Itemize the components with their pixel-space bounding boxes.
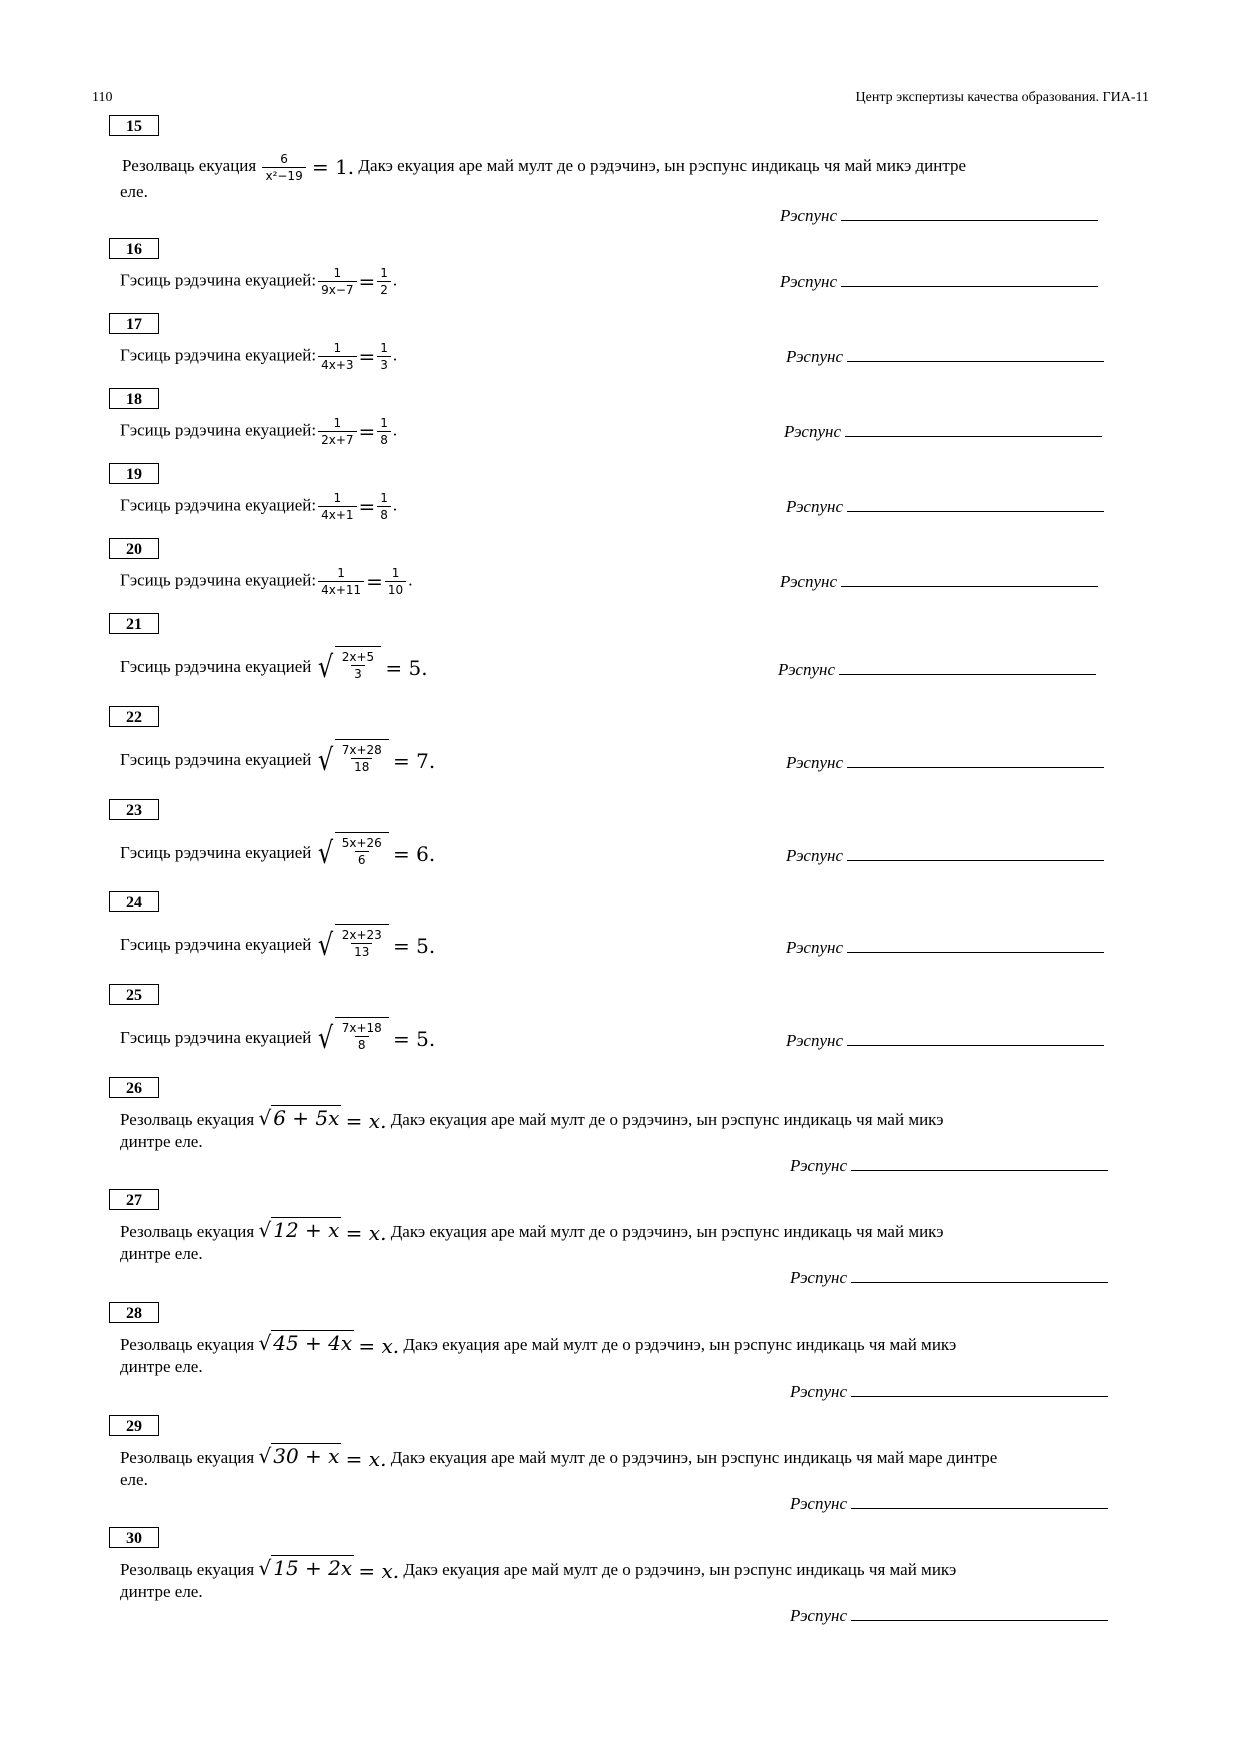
task-statement <box>120 341 397 372</box>
answer-line[interactable] <box>847 951 1104 953</box>
fraction-denominator: 4x+1 <box>318 506 356 522</box>
square-root <box>316 646 382 690</box>
fraction-numerator: 2x+5 <box>341 650 375 664</box>
answer-field[interactable] <box>790 1494 1108 1514</box>
task-number-box: 25 <box>109 984 159 1005</box>
answer-line[interactable] <box>851 1281 1108 1283</box>
task-intro: Гэсиць рэдэчина екуацией: <box>120 270 317 290</box>
square-root <box>316 832 389 876</box>
task-statement <box>120 416 397 447</box>
square-root: √ 15 + 2x <box>258 1556 353 1580</box>
equation-rhs: = 5. <box>393 1027 436 1051</box>
task-number-box: 21 <box>109 613 159 634</box>
fraction-numerator: 2x+23 <box>341 928 382 942</box>
fraction-numerator: 1 <box>333 266 342 280</box>
answer-line[interactable] <box>851 1619 1108 1621</box>
answer-line[interactable] <box>847 766 1104 768</box>
fraction-numerator: 1 <box>333 491 342 505</box>
answer-line[interactable] <box>847 360 1104 362</box>
task-instruction-cont: динтре еле. <box>120 1357 203 1376</box>
fraction-denominator: 3 <box>351 665 365 681</box>
task-statement <box>122 148 966 185</box>
equation-fraction <box>318 566 364 597</box>
fraction-denominator: 9x−7 <box>318 281 356 297</box>
task-intro: Гэсиць рэдэчина екуацией: <box>120 345 317 365</box>
square-root <box>316 739 389 783</box>
task-number-box: 29 <box>109 1415 159 1436</box>
fraction-numerator: 6 <box>280 151 288 166</box>
period: . <box>392 270 398 290</box>
fraction-numerator: 1 <box>333 416 342 430</box>
task-instruction-cont: еле. <box>120 182 148 201</box>
answer-field[interactable] <box>780 206 1098 226</box>
answer-line[interactable] <box>851 1395 1108 1397</box>
answer-label: Рэспунс <box>790 1606 847 1625</box>
answer-line[interactable] <box>841 285 1098 287</box>
equals-sign: = <box>358 269 376 294</box>
period: . <box>392 345 398 365</box>
fraction-numerator: 1 <box>380 416 388 430</box>
task-instruction-cont: динтре еле. <box>120 1132 203 1151</box>
task-intro: Гэсиць рэдэчина екуацией: <box>120 495 317 515</box>
fraction-denominator: 13 <box>351 943 372 959</box>
radicand: 30 + x <box>273 1444 340 1468</box>
answer-line[interactable] <box>851 1169 1108 1171</box>
fraction-numerator: 5x+26 <box>341 836 382 850</box>
answer-label: Рэспунс <box>790 1494 847 1513</box>
answer-line[interactable] <box>847 510 1104 512</box>
fraction-denominator: 4x+3 <box>318 356 356 372</box>
answer-line[interactable] <box>841 219 1098 221</box>
square-root: √ 30 + x <box>258 1444 340 1468</box>
answer-label: Рэспунс <box>786 846 843 865</box>
fraction-numerator: 1 <box>333 341 342 355</box>
task-statement <box>120 924 435 968</box>
answer-field[interactable] <box>786 1031 1104 1051</box>
equation-rhs: = 5. <box>385 656 428 680</box>
fraction-numerator: 7x+18 <box>341 1021 382 1035</box>
equals-sign: = <box>358 344 376 369</box>
answer-field[interactable] <box>786 497 1104 517</box>
fraction-denominator: 8 <box>355 1036 369 1052</box>
equation-rhs: = 6. <box>393 842 436 866</box>
equation-rhs: = x. <box>345 1447 387 1472</box>
task-statement <box>120 1444 1131 1471</box>
fraction-denominator: 18 <box>351 758 372 774</box>
radicand: 12 + x <box>273 1218 340 1242</box>
square-root <box>316 924 389 968</box>
task-statement <box>120 1331 1131 1358</box>
rhs-fraction <box>377 491 391 522</box>
task-instruction: Дакэ екуация аре май мулт де о рэдэчинэ, ын рэспунс индикаць чя май микэ динтре <box>358 156 967 175</box>
answer-field[interactable] <box>786 347 1104 367</box>
task-statement <box>120 1017 435 1061</box>
answer-field[interactable] <box>780 272 1098 292</box>
radicand-fraction <box>339 650 377 681</box>
equals-sign: = <box>358 494 376 519</box>
task-intro: Гэсиць рэдэчина екуацией <box>120 749 312 769</box>
answer-line[interactable] <box>845 435 1102 437</box>
task-number-box: 26 <box>109 1077 159 1098</box>
fraction-numerator: 1 <box>391 566 400 580</box>
answer-field[interactable] <box>784 422 1102 442</box>
task-statement <box>120 646 428 690</box>
answer-label: Рэспунс <box>780 572 837 591</box>
equation-fraction <box>318 266 356 297</box>
fraction-denominator: x²−19 <box>262 167 305 183</box>
answer-line[interactable] <box>841 585 1098 587</box>
equation-rhs: = 7. <box>393 749 436 773</box>
answer-label: Рэспунс <box>786 753 843 772</box>
equation-rhs: = x. <box>345 1221 387 1246</box>
equation-rhs: = x. <box>358 1559 400 1584</box>
task-number-box: 27 <box>109 1189 159 1210</box>
square-root: √ 12 + x <box>258 1218 340 1242</box>
fraction-numerator: 1 <box>380 491 388 505</box>
task-number-box: 19 <box>109 463 159 484</box>
task-number-box: 16 <box>109 238 159 259</box>
answer-line[interactable] <box>851 1507 1108 1509</box>
fraction-denominator: 2 <box>377 281 391 297</box>
answer-field[interactable] <box>790 1382 1108 1402</box>
equation-fraction <box>262 152 305 183</box>
equation-rhs: = 5. <box>393 934 436 958</box>
radical-sign: √ <box>317 743 333 778</box>
radicand-fraction <box>339 836 385 867</box>
fraction-denominator: 6 <box>355 851 369 867</box>
square-root <box>316 1017 389 1061</box>
fraction-numerator: 1 <box>380 266 388 280</box>
square-root: √ 6 + 5x <box>258 1106 340 1130</box>
answer-label: Рэспунс <box>790 1382 847 1401</box>
task-instruction: Дакэ екуация аре май мулт де о рэдэчинэ, ын рэспунс индикаць чя май маре динтре <box>390 1448 998 1467</box>
task-number-box: 20 <box>109 538 159 559</box>
task-intro: Резолваць екуация <box>120 1110 255 1129</box>
task-number-box: 28 <box>109 1302 159 1323</box>
radicand: 45 + 4x <box>273 1331 353 1355</box>
answer-field[interactable] <box>786 846 1104 866</box>
radical-sign: √ <box>317 928 333 963</box>
fraction-denominator: 3 <box>377 356 391 372</box>
radical-sign: √ <box>317 650 333 685</box>
task-instruction: Дакэ екуация аре май мулт де о рэдэчинэ, ын рэспунс индикаць чя май микэ <box>390 1222 944 1241</box>
answer-line[interactable] <box>839 673 1096 675</box>
task-statement <box>120 566 412 597</box>
task-intro: Гэсиць рэдэчина екуацией <box>120 842 312 862</box>
answer-label: Рэспунс <box>784 422 841 441</box>
answer-label: Рэспунс <box>786 347 843 366</box>
answer-field[interactable] <box>780 572 1098 592</box>
task-instruction-cont: динтре еле. <box>120 1244 203 1263</box>
answer-label: Рэспунс <box>778 660 835 679</box>
fraction-denominator: 4x+11 <box>318 581 364 597</box>
task-statement <box>120 739 435 783</box>
task-statement <box>120 1106 1131 1133</box>
equals-sign: = <box>358 419 376 444</box>
period: . <box>408 570 413 590</box>
radicand: 6 + 5x <box>273 1106 340 1130</box>
task-number-box: 15 <box>109 115 159 136</box>
radical-sign: √ <box>317 836 333 871</box>
radicand-fraction <box>339 743 385 774</box>
task-statement <box>120 1218 1131 1245</box>
task-intro: Резолваць екуация <box>120 1335 255 1354</box>
answer-field[interactable] <box>786 938 1104 958</box>
task-number-box: 30 <box>109 1527 159 1548</box>
answer-label: Рэспунс <box>780 206 837 225</box>
answer-field[interactable] <box>778 660 1096 680</box>
page-number: 110 <box>92 90 113 105</box>
task-statement <box>120 266 397 297</box>
equation-rhs: = x. <box>358 1334 400 1359</box>
radicand-fraction <box>339 1021 385 1052</box>
square-root: √ 45 + 4x <box>258 1331 353 1355</box>
answer-line[interactable] <box>847 1044 1104 1046</box>
rhs-fraction <box>377 416 391 447</box>
rhs-fraction <box>377 266 391 297</box>
task-statement <box>120 1556 1131 1583</box>
equals-sign: = <box>366 569 383 594</box>
answer-field[interactable] <box>786 753 1104 773</box>
rhs-fraction <box>385 566 406 597</box>
answer-label: Рэспунс <box>786 497 843 516</box>
task-intro: Резолваць екуация <box>120 1560 255 1579</box>
fraction-denominator: 8 <box>377 506 391 522</box>
fraction-denominator: 10 <box>385 581 406 597</box>
task-intro: Гэсиць рэдэчина екуацией <box>120 656 312 676</box>
fraction-numerator: 1 <box>337 566 345 580</box>
task-number-box: 24 <box>109 891 159 912</box>
equation-fraction <box>318 341 356 372</box>
fraction-denominator: 8 <box>377 431 391 447</box>
equation-rhs: = x. <box>345 1109 387 1134</box>
answer-field[interactable] <box>790 1606 1108 1626</box>
radicand: 15 + 2x <box>273 1556 353 1580</box>
period: . <box>392 495 398 515</box>
task-instruction: Дакэ екуация аре май мулт де о рэдэчинэ, ын рэспунс индикаць чя май микэ <box>403 1335 957 1354</box>
equation-rhs: = 1. <box>311 155 355 180</box>
period: . <box>392 420 398 440</box>
answer-line[interactable] <box>847 859 1104 861</box>
fraction-denominator: 2x+7 <box>318 431 356 447</box>
task-intro: Гэсиць рэдэчина екуацией <box>120 1027 312 1047</box>
fraction-numerator: 1 <box>380 341 388 355</box>
fraction-numerator: 7x+28 <box>341 743 382 757</box>
radicand-fraction <box>339 928 385 959</box>
answer-label: Рэспунс <box>786 1031 843 1050</box>
rhs-fraction <box>377 341 391 372</box>
task-instruction-cont: динтре еле. <box>120 1582 203 1601</box>
task-number-box: 23 <box>109 799 159 820</box>
answer-label: Рэспунс <box>790 1268 847 1287</box>
answer-label: Рэспунс <box>790 1156 847 1175</box>
task-number-box: 17 <box>109 313 159 334</box>
task-statement <box>120 491 397 522</box>
answer-label: Рэспунс <box>786 938 843 957</box>
answer-field[interactable] <box>790 1156 1108 1176</box>
task-intro: Гэсиць рэдэчина екуацией: <box>120 570 317 590</box>
task-intro: Резолваць екуация <box>120 1448 255 1467</box>
equation-fraction <box>318 491 356 522</box>
task-intro: Гэсиць рэдэчина екуацией <box>120 934 312 954</box>
task-intro: Резолваць екуация <box>122 156 257 175</box>
equation-fraction <box>318 416 356 447</box>
task-instruction: Дакэ екуация аре май мулт де о рэдэчинэ, ын рэспунс индикаць чя май микэ <box>403 1560 957 1579</box>
radical-sign: √ <box>317 1021 333 1056</box>
answer-label: Рэспунс <box>780 272 837 291</box>
task-intro: Гэсиць рэдэчина екуацией: <box>120 420 317 440</box>
task-number-box: 22 <box>109 706 159 727</box>
task-intro: Резолваць екуация <box>120 1222 255 1241</box>
task-instruction: Дакэ екуация аре май мулт де о рэдэчинэ, ын рэспунс индикаць чя май микэ <box>390 1110 944 1129</box>
answer-field[interactable] <box>790 1268 1108 1288</box>
header-title: Центр экспертизы качества образования. ГИА-11 <box>855 90 1149 105</box>
task-number-box: 18 <box>109 388 159 409</box>
page-header <box>92 90 1149 110</box>
task-instruction-cont: еле. <box>120 1470 148 1489</box>
task-statement <box>120 832 435 876</box>
